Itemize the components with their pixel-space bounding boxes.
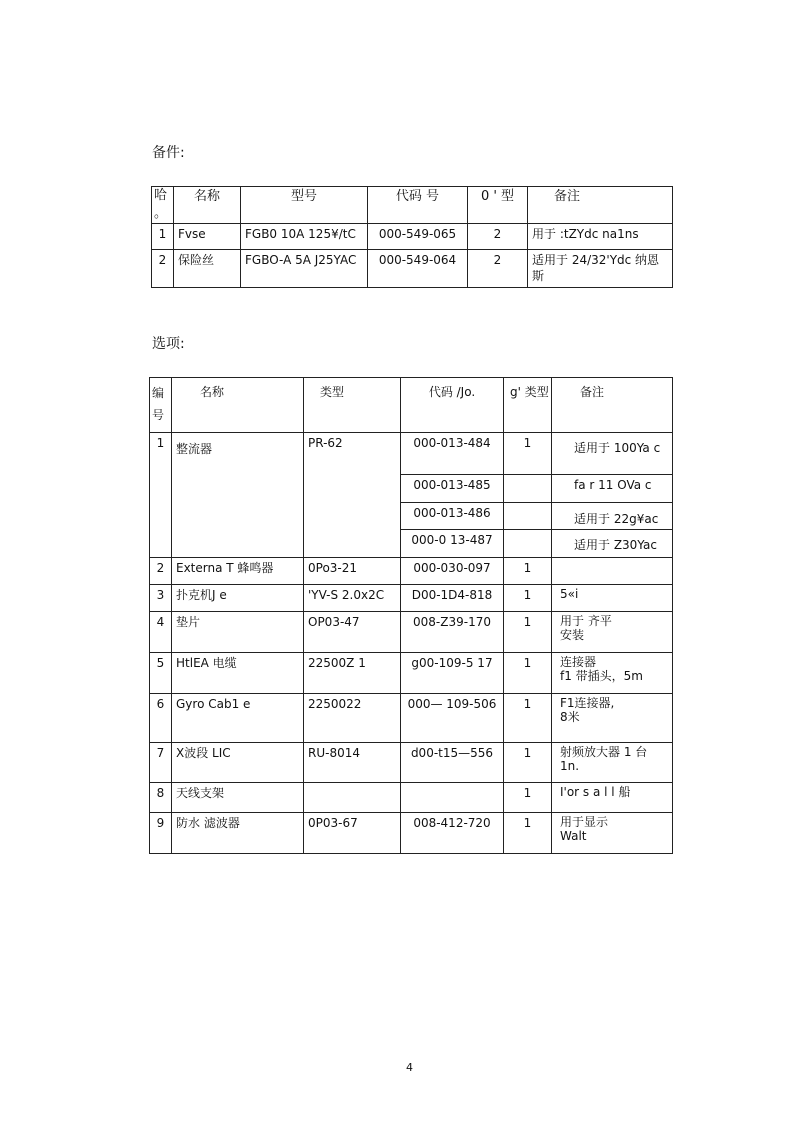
cell-note: F1连接器, 8米	[552, 694, 673, 743]
cell-no: 2	[150, 558, 172, 585]
cell-name: Externa T 蜂鸣器	[172, 558, 304, 585]
cell-name: 垫片	[172, 612, 304, 653]
header-cell: 备注	[528, 187, 673, 224]
cell-no: 8	[150, 783, 172, 813]
cell-note: 5«i	[552, 585, 673, 612]
cell-type	[304, 783, 401, 813]
cell-qty	[504, 530, 552, 558]
cell-qty: 1	[504, 653, 552, 694]
cell-qty: 2	[468, 250, 528, 288]
cell-code: D00-1D4-818	[401, 585, 504, 612]
header-cell: 名称	[172, 378, 304, 433]
header-cell: 型号	[241, 187, 368, 224]
cell-code: 000-549-065	[368, 224, 468, 250]
cell-model: FGBO-A 5A J25YAC	[241, 250, 368, 288]
cell-qty: 1	[504, 433, 552, 475]
cell-no: 6	[150, 694, 172, 743]
header-cell: 类型	[304, 378, 401, 433]
cell-note: 适用于 24/32'Ydc 纳恩斯	[528, 250, 673, 288]
cell-note: fa r 11 OVa c	[552, 475, 673, 503]
cell-code: 000-013-486	[401, 503, 504, 530]
cell-name: HtlEA 电缆	[172, 653, 304, 694]
cell-type: 22500Z 1	[304, 653, 401, 694]
cell-qty: 1	[504, 585, 552, 612]
cell-code: 008-Z39-170	[401, 612, 504, 653]
cell-qty: 1	[504, 783, 552, 813]
cell-no: 9	[150, 813, 172, 854]
cell-name: Gyro Cab1 e	[172, 694, 304, 743]
cell-code	[401, 783, 504, 813]
cell-note	[552, 558, 673, 585]
table-row	[150, 813, 673, 854]
cell-name: 天线支架	[172, 783, 304, 813]
cell-qty: 2	[468, 224, 528, 250]
cell-note: 适用于 100Ya c	[552, 433, 673, 475]
table-row	[150, 558, 673, 585]
options-table	[149, 377, 673, 854]
table-row	[150, 653, 673, 694]
cell-qty: 1	[504, 694, 552, 743]
header-cell: 哈 。	[152, 187, 174, 224]
cell-type: 0Po3-21	[304, 558, 401, 585]
cell-code: 000— 109-506	[401, 694, 504, 743]
cell-name: 整流器	[172, 433, 304, 558]
cell-no: 3	[150, 585, 172, 612]
cell-code: 000-0 13-487	[401, 530, 504, 558]
table-row	[150, 612, 673, 653]
cell-type: RU-8014	[304, 743, 401, 783]
cell-model: FGB0 10A 125¥/tC	[241, 224, 368, 250]
cell-qty: 1	[504, 558, 552, 585]
page-number: 4	[406, 1061, 413, 1074]
cell-no: 2	[152, 250, 174, 288]
header-cell: g' 类型	[504, 378, 552, 433]
cell-qty: 1	[504, 743, 552, 783]
cell-code: 000-013-484	[401, 433, 504, 475]
cell-note: 用于 :tZYdc na1ns	[528, 224, 673, 250]
cell-name: Fvse	[174, 224, 241, 250]
table-header-row	[152, 187, 673, 224]
cell-note: 适用于 22g¥ac	[552, 503, 673, 530]
table-row	[150, 433, 673, 475]
header-cell: 名称	[174, 187, 241, 224]
cell-no: 1	[150, 433, 172, 558]
header-cell: 0 ' 型	[468, 187, 528, 224]
cell-name: 防水 滤波器	[172, 813, 304, 854]
table-row	[150, 585, 673, 612]
cell-type: 2250022	[304, 694, 401, 743]
cell-note: 用于显示 Walt	[552, 813, 673, 854]
table-row	[152, 224, 673, 250]
cell-qty: 1	[504, 612, 552, 653]
cell-note: 连接器 f1 带插头，5m	[552, 653, 673, 694]
cell-no: 7	[150, 743, 172, 783]
options-heading: 选项:	[152, 336, 185, 352]
cell-no: 5	[150, 653, 172, 694]
header-cell: 代码 /Jo.	[401, 378, 504, 433]
cell-type: PR-62	[304, 433, 401, 558]
cell-code: g00-109-5 17	[401, 653, 504, 694]
cell-code: 000-549-064	[368, 250, 468, 288]
cell-note: 适用于 Z30Yac	[552, 530, 673, 558]
cell-code: 000-030-097	[401, 558, 504, 585]
header-cell: 编号	[150, 378, 172, 433]
cell-qty: 1	[504, 813, 552, 854]
table-header-row	[150, 378, 673, 433]
cell-note: I'or s a l l 船	[552, 783, 673, 813]
spare-parts-heading: 备件:	[152, 145, 185, 161]
cell-code: 000-013-485	[401, 475, 504, 503]
table-row	[150, 694, 673, 743]
header-cell: 代码 号	[368, 187, 468, 224]
cell-name: 保险丝	[174, 250, 241, 288]
cell-code: 008-412-720	[401, 813, 504, 854]
cell-type: 'YV-S 2.0x2C	[304, 585, 401, 612]
table-row	[152, 250, 673, 288]
cell-no: 4	[150, 612, 172, 653]
cell-note: 用于 齐平 安装	[552, 612, 673, 653]
cell-note: 射频放大器 1 台 1n.	[552, 743, 673, 783]
header-cell: 备注	[552, 378, 673, 433]
cell-name: 扑克机J e	[172, 585, 304, 612]
table-row	[150, 743, 673, 783]
cell-code: d00-t15—556	[401, 743, 504, 783]
table-row	[150, 783, 673, 813]
cell-type: OP03-47	[304, 612, 401, 653]
spare-parts-table	[151, 186, 673, 288]
cell-name: X波段 LIC	[172, 743, 304, 783]
cell-type: 0P03-67	[304, 813, 401, 854]
cell-qty	[504, 503, 552, 530]
cell-qty	[504, 475, 552, 503]
cell-no: 1	[152, 224, 174, 250]
